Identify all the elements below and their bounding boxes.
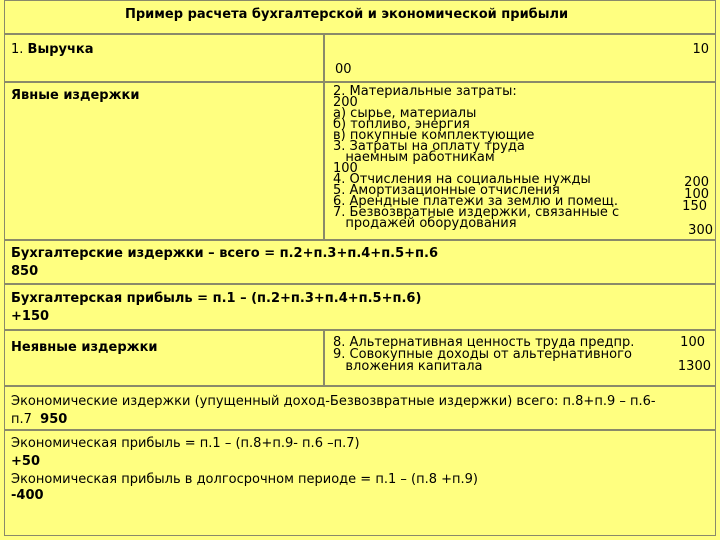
revenue-number: 1. [11,42,28,57]
implicit-line-opportunity: 8. Альтернативная ценность труда предпр. [333,335,635,350]
explicit-label-cell [4,82,324,240]
explicit-line-materials-value: 200 [333,95,358,110]
implicit-line-alt-income: 9. Совокупные доходы от альтернативного [333,347,632,362]
explicit-line-labor: 3. Затраты на оплату труда [333,139,525,154]
revenue-value-part1: 10 [692,42,709,57]
implicit-label-cell [4,330,324,386]
accounting-costs-cell [4,240,716,284]
explicit-line-labor-2: наемным работникам [333,150,495,165]
explicit-line-labor-value: 100 [333,161,358,176]
economic-profit-formula: Экономическая прибыль = п.1 – (п.8+п.9- п.6 –п.7) [11,436,360,451]
implicit-items-cell [324,330,716,386]
implicit-line-alt-income-2: вложения капитала [333,359,483,374]
title-cell [4,0,716,34]
implicit-value-opportunity: 100 [680,335,705,350]
implicit-value-alt-income: 1300 [677,359,711,374]
revenue-label-cell [4,34,324,82]
implicit-label: Неявные издержки [11,340,158,355]
explicit-line-materials: 2. Материальные затраты: [333,84,517,99]
explicit-line-sunk: 7. Безвозвратные издержки, связанные с [333,205,620,220]
explicit-value-social: 200 [684,175,709,190]
economic-costs-item: п.7 [11,412,41,427]
explicit-label: Явные издержки [11,88,140,103]
economic-costs-formula: Экономические издержки (упущенный доход-Безвозвратные издержки) всего: п.8+п.9 – п.6- [11,394,656,409]
economic-costs-line2 [11,413,67,427]
explicit-line-fuel: б) топливо, энергия [333,117,470,132]
explicit-value-depreciation: 100 [684,187,709,202]
explicit-line-sunk-2: продажей оборудования [333,216,517,231]
economic-costs-cell [4,386,716,430]
accounting-profit-value: +150 [11,309,50,324]
long-run-profit-value: -400 [11,488,44,503]
explicit-line-depreciation: 5. Амортизационные отчисления [333,183,560,198]
revenue-value-cell [324,34,716,82]
accounting-costs-value: 850 [11,264,39,279]
explicit-line-raw: а) сырье, материалы [333,106,477,121]
accounting-costs-formula: Бухгалтерские издержки – всего = п.2+п.3+п.4+п.5+п.6 [11,246,439,261]
revenue-label [11,43,94,57]
explicit-items-cell [324,82,716,240]
explicit-line-social: 4. Отчисления на социальные нужды [333,172,591,187]
explicit-value-sunk: 300 [688,223,713,238]
economic-profit-cell [4,430,716,536]
explicit-line-components: в) покупные комплектующие [333,128,535,143]
revenue-label-text: Выручка [27,42,94,57]
explicit-line-rent: 6. Арендные платежи за землю и помещ. [333,194,619,209]
page-title: Пример расчета бухгалтерской и экономической прибыли [125,7,569,22]
accounting-profit-formula: Бухгалтерская прибыль = п.1 – (п.2+п.3+п.4+п.5+п.6) [11,291,422,306]
accounting-profit-cell [4,284,716,330]
explicit-value-rent: 150 [682,199,707,214]
long-run-profit-formula: Экономическая прибыль в долгосрочном периоде = п.1 – (п.8 +п.9) [11,472,478,487]
economic-costs-value: 950 [40,412,68,427]
economic-profit-value: +50 [11,454,40,469]
revenue-value-part2: 00 [335,62,352,77]
